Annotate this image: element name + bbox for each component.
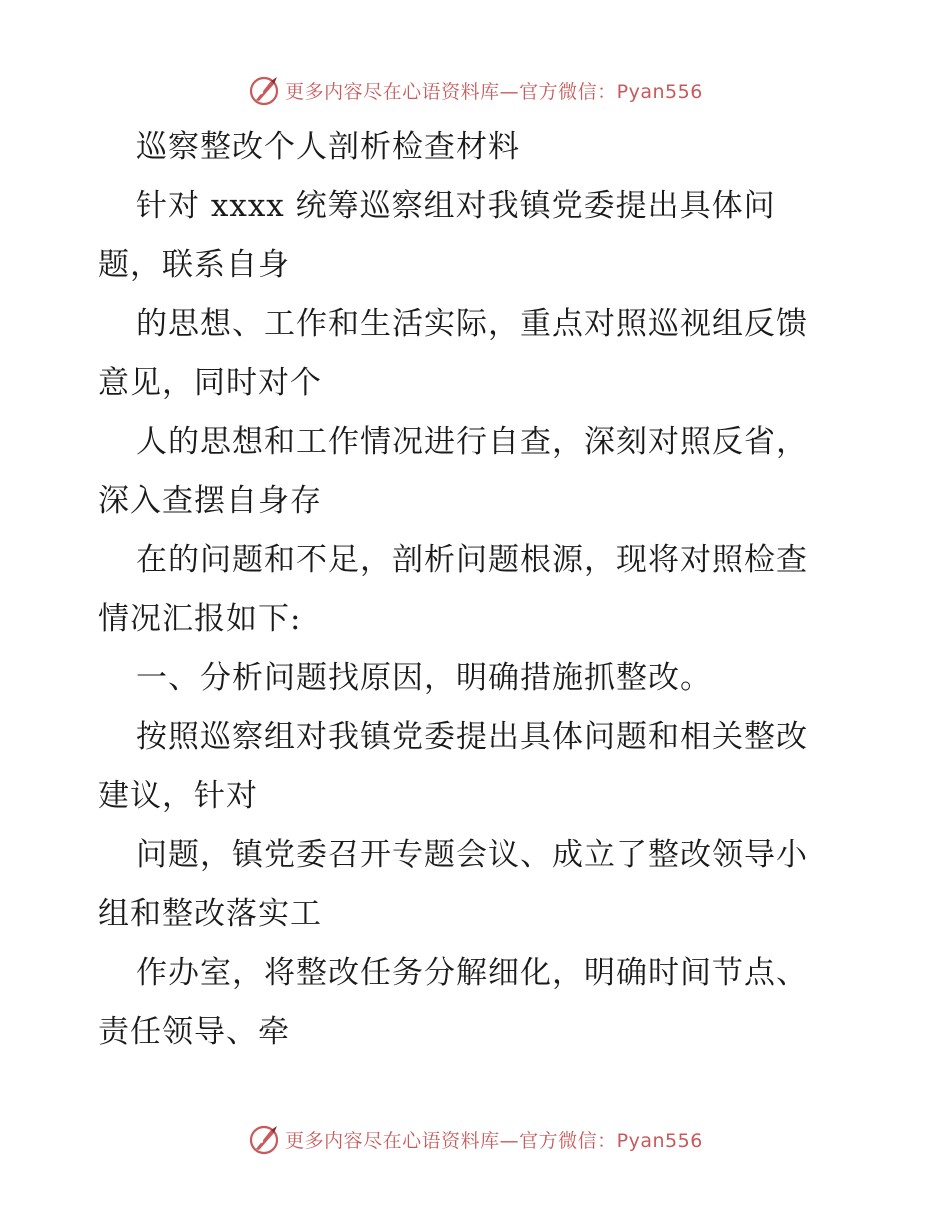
text-line: 人的思想和工作情况进行自查，深刻对照反省， [136,424,808,460]
text-line: 针对 xxxx 统筹巡察组对我镇党委提出具体问 [136,188,776,224]
footer-watermark-banner [0,1119,950,1159]
text-line: 在的问题和不足，剖析问题根源，现将对照检查 [136,542,808,578]
watermark-text: 更多内容尽在心语资料库—官方微信：Pyan556 [285,80,703,103]
text-line: 建议，针对 [98,778,258,814]
text-line: 作办室，将整改任务分解细化，明确时间节点、 [136,955,808,991]
document-body [98,118,858,1062]
text-line: 意见，同时对个 [98,365,322,401]
text-line: 责任领导、牵 [98,1014,290,1050]
section-heading: 一、分析问题找原因，明确措施抓整改。 [136,660,712,696]
text-line: 深入查摆自身存 [98,483,322,519]
text-line: 问题，镇党委召开专题会议、成立了整改领导小 [136,837,808,873]
feather-pen-logo-icon [247,1122,281,1156]
watermark-text: 更多内容尽在心语资料库—官方微信：Pyan556 [285,1129,703,1152]
text-line: 题，联系自身 [98,247,290,283]
text-line: 情况汇报如下: [98,601,302,637]
header-watermark-banner [0,70,950,110]
document-title: 巡察整改个人剖析检查材料 [136,129,520,165]
text-line: 按照巡察组对我镇党委提出具体问题和相关整改 [136,719,808,755]
text-line: 的思想、工作和生活实际，重点对照巡视组反馈 [136,306,808,342]
feather-pen-logo-icon [247,73,281,107]
text-line: 组和整改落实工 [98,896,322,932]
